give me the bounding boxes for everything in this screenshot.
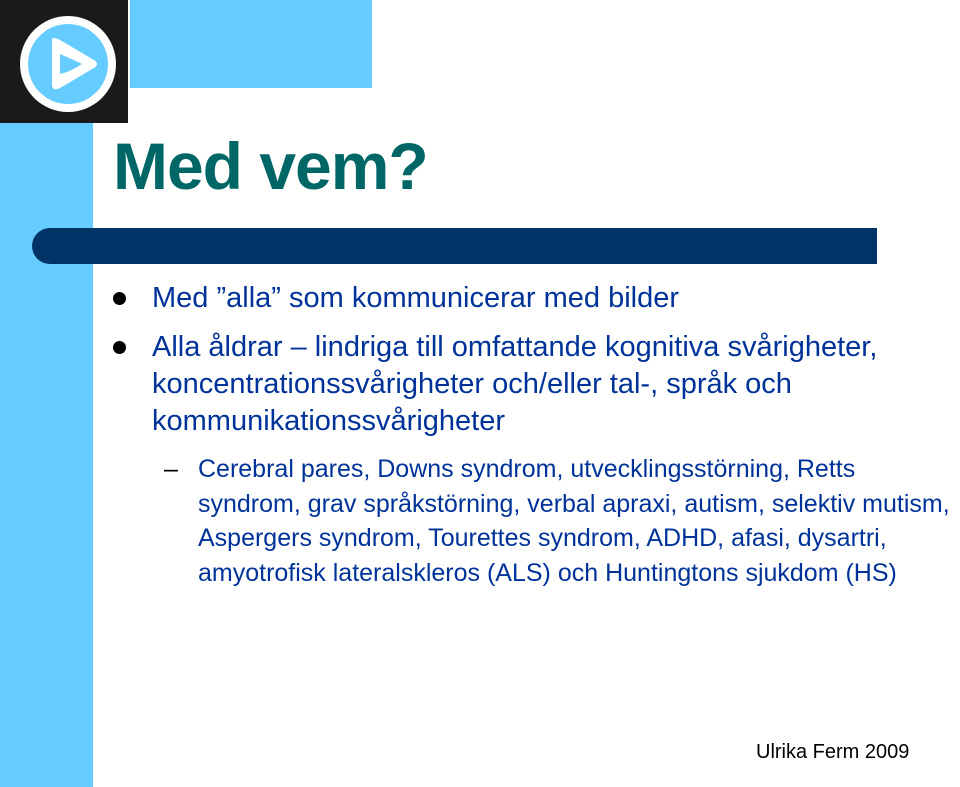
header-blue-block — [130, 0, 372, 88]
left-accent-bar — [0, 123, 93, 787]
bullet-list — [152, 280, 952, 590]
bullet-dot-icon — [113, 341, 126, 354]
bullet-dot-icon — [113, 292, 126, 305]
bullet-item — [152, 280, 952, 317]
bullet-text: Med ”alla” som kommunicerar med bilder — [152, 282, 679, 314]
sub-bullet-text: Cerebral pares, Downs syndrom, utvecklingsstörning, Retts syndrom, grav språkstörning, verbal apraxi, autism, selektiv mutism, Aspergers syndrom, Tourettes syndrom, ADHD, afasi, dysartri, amyotrofisk lateralskleros (ALS) och Huntingtons sjukdom (HS) — [198, 455, 950, 587]
bullet-item — [152, 329, 952, 440]
logo-icon — [18, 14, 118, 114]
bullet-text: Alla åldrar – lindriga till omfattande kognitiva svårigheter, koncentrationssvårigheter och/eller tal-, språk och kommunikationssvårigheter — [152, 331, 878, 437]
title-divider — [32, 228, 877, 264]
footer-author: Ulrika Ferm 2009 — [756, 741, 910, 763]
sub-bullet-dash: – — [164, 455, 178, 483]
sub-bullet-item — [152, 452, 952, 590]
slide-title: Med vem? — [113, 129, 428, 203]
